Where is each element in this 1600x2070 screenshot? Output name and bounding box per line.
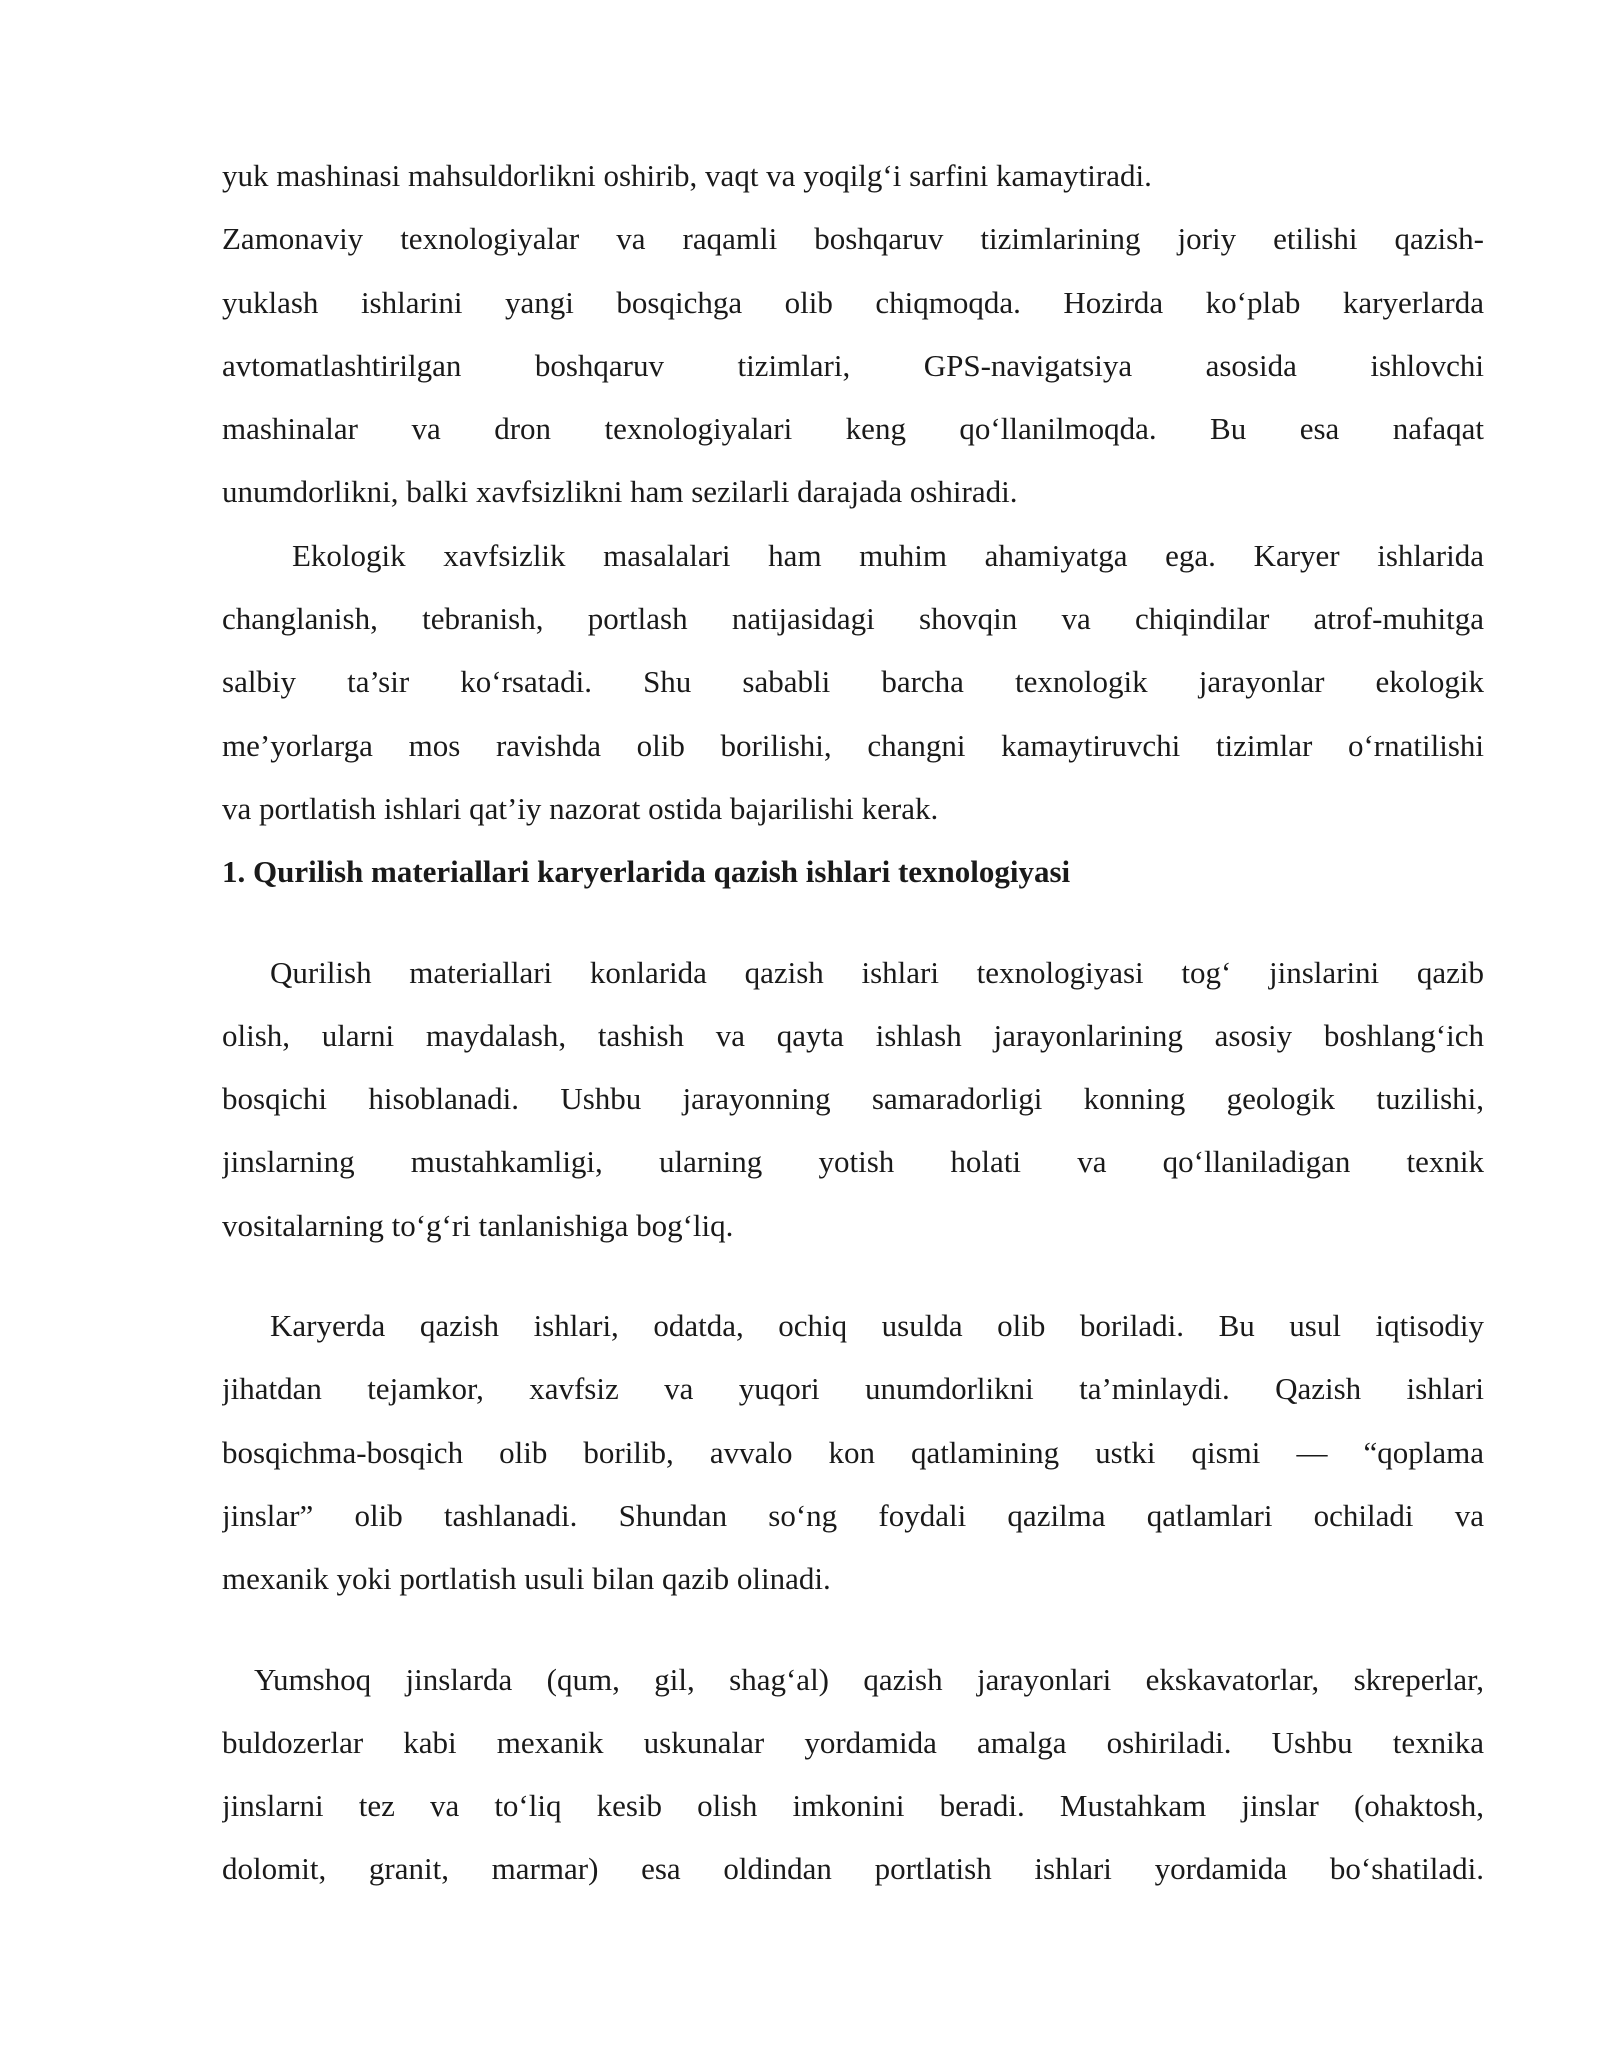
text-line: bosqichma-bosqich olib borilib, avvalo kon qatlamining ustki qismi — “qoplama	[222, 1434, 1484, 1470]
text-line: olish, ularni maydalash, tashish va qayta ishlash jarayonlarining asosiy boshlang‘ich	[222, 1017, 1484, 1053]
spacer	[222, 904, 1484, 941]
section-heading: 1. Qurilish materiallari karyerlarida qazish ishlari texnologiyasi	[222, 854, 1071, 890]
text-line: buldozerlar kabi mexanik uskunalar yordamida amalga oshiriladi. Ushbu texnika	[222, 1724, 1484, 1760]
text-line: yuklash ishlarini yangi bosqichga olib chiqmoqda. Hozirda ko‘plab karyerlarda	[222, 284, 1484, 320]
paragraph-open-pit	[222, 1294, 1484, 1610]
text-line: jinslarni tez va to‘liq kesib olish imkonini beradi. Mustahkam jinslar (ohaktosh,	[222, 1788, 1484, 1824]
text-line: jihatdan tejamkor, xavfsiz va yuqori unumdorlikni ta’minlaydi. Qazish ishlari	[222, 1371, 1484, 1407]
text-line: me’yorlarga mos ravishda olib borilishi, changni kamaytiruvchi tizimlar o‘rnatilishi	[222, 727, 1484, 763]
text-line: dolomit, granit, marmar) esa oldindan portlatish ishlari yordamida bo‘shatiladi.	[222, 1851, 1484, 1887]
text-line: Zamonaviy texnologiyalar va raqamli boshqaruv tizimlarining joriy etilishi qazish-	[222, 221, 1484, 257]
text-line: Yumshoq jinslarda (qum, gil, shag‘al) qazish jarayonlari ekskavatorlar, skreperlar,	[254, 1661, 1484, 1697]
spacer	[222, 1257, 1484, 1294]
paragraph-soft-rocks	[222, 1648, 1484, 1901]
paragraph-technology	[222, 207, 1484, 523]
text-line: bosqichi hisoblanadi. Ushbu jarayonning samaradorligi konning geologik tuzilishi,	[222, 1081, 1484, 1117]
paragraph-ecology	[222, 524, 1484, 840]
text-line: Karyerda qazish ishlari, odatda, ochiq usulda olib boriladi. Bu usul iqtisodiy	[270, 1308, 1484, 1344]
text-line: mexanik yoki portlatish usuli bilan qazib olinadi.	[222, 1561, 831, 1597]
text-line: jinslarning mustahkamligi, ularning yotish holati va qo‘llaniladigan texnik	[222, 1144, 1484, 1180]
paragraph-intro-end	[222, 144, 1484, 207]
text-line: avtomatlashtirilgan boshqaruv tizimlari, GPS-navigatsiya asosida ishlovchi	[222, 347, 1484, 383]
text-line: unumdorlikni, balki xavfsizlikni ham sezilarli darajada oshiradi.	[222, 474, 1018, 510]
text-line: vositalarning to‘g‘ri tanlanishiga bog‘liq.	[222, 1207, 734, 1243]
text-line: mashinalar va dron texnologiyalari keng qo‘llanilmoqda. Bu esa nafaqat	[222, 411, 1484, 447]
text-line: Qurilish materiallari konlarida qazish ishlari texnologiyasi tog‘ jinslarini qazib	[270, 954, 1484, 990]
document-page	[222, 144, 1484, 1901]
text-line: Ekologik xavfsizlik masalalari ham muhim ahamiyatga ega. Karyer ishlarida	[292, 537, 1484, 573]
paragraph-quarry-technology	[222, 941, 1484, 1257]
text-line: jinslar” olib tashlanadi. Shundan so‘ng foydali qazilma qatlamlari ochiladi va	[222, 1497, 1484, 1533]
text-line: salbiy ta’sir ko‘rsatadi. Shu sababli barcha texnologik jarayonlar ekologik	[222, 664, 1484, 700]
spacer	[222, 1611, 1484, 1648]
text-line: yuk mashinasi mahsuldorlikni oshirib, vaqt va yoqilg‘i sarfini kamaytiradi.	[222, 158, 1152, 193]
text-line: changlanish, tebranish, portlash natijasidagi shovqin va chiqindilar atrof-muhitga	[222, 601, 1484, 637]
text-line: va portlatish ishlari qat’iy nazorat ostida bajarilishi kerak.	[222, 790, 939, 826]
